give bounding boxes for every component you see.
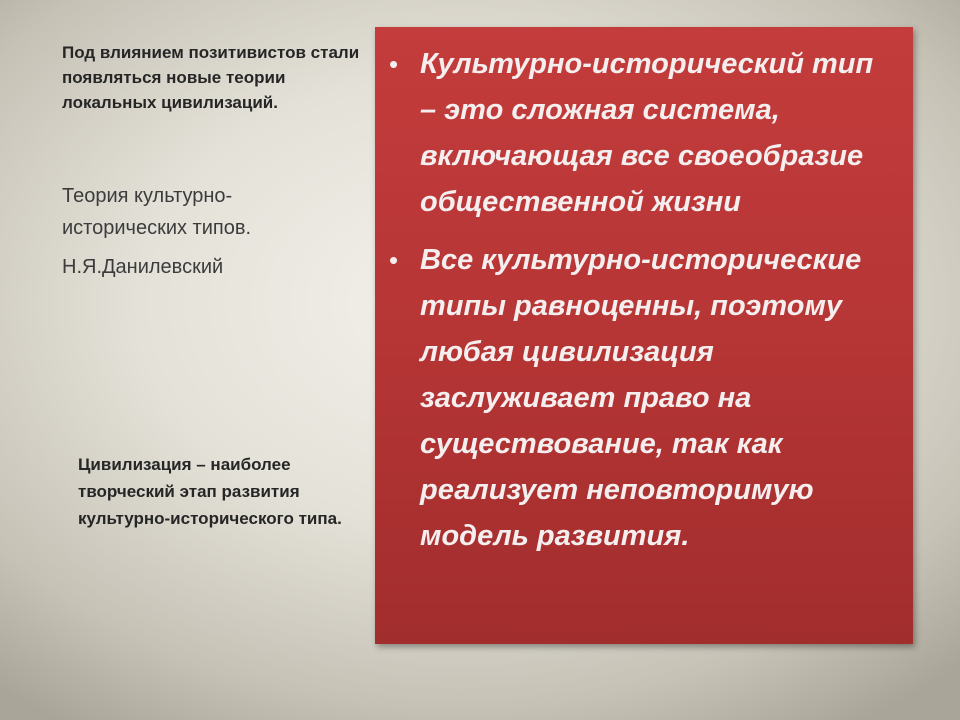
bullet-item [375, 41, 913, 225]
bullet-list [375, 41, 913, 571]
author-name: Н.Я.Данилевский [62, 256, 224, 278]
bullet-panel [375, 27, 913, 644]
bullet-text: Все культурно-исторические типы равноценны, поэтому любая цивилизация заслуживает право на существование, так как реализует неповторимую модель развития. [420, 244, 862, 552]
bullet-icon: • [389, 245, 399, 275]
theory-subtitle: Теория культурно-исторических типов. [62, 185, 252, 239]
bullet-text: Культурно-исторический тип – это сложная система, включающая все своеобразие общественной жизни [420, 48, 874, 218]
left-heading: Под влиянием позитивистов стали появляться новые теории локальных цивилизаций. [62, 43, 360, 112]
bullet-icon: • [389, 49, 399, 79]
civilization-definition: Цивилизация – наиболее творческий этап развития культурно-исторического типа. [78, 455, 342, 528]
bullet-item [375, 237, 913, 559]
